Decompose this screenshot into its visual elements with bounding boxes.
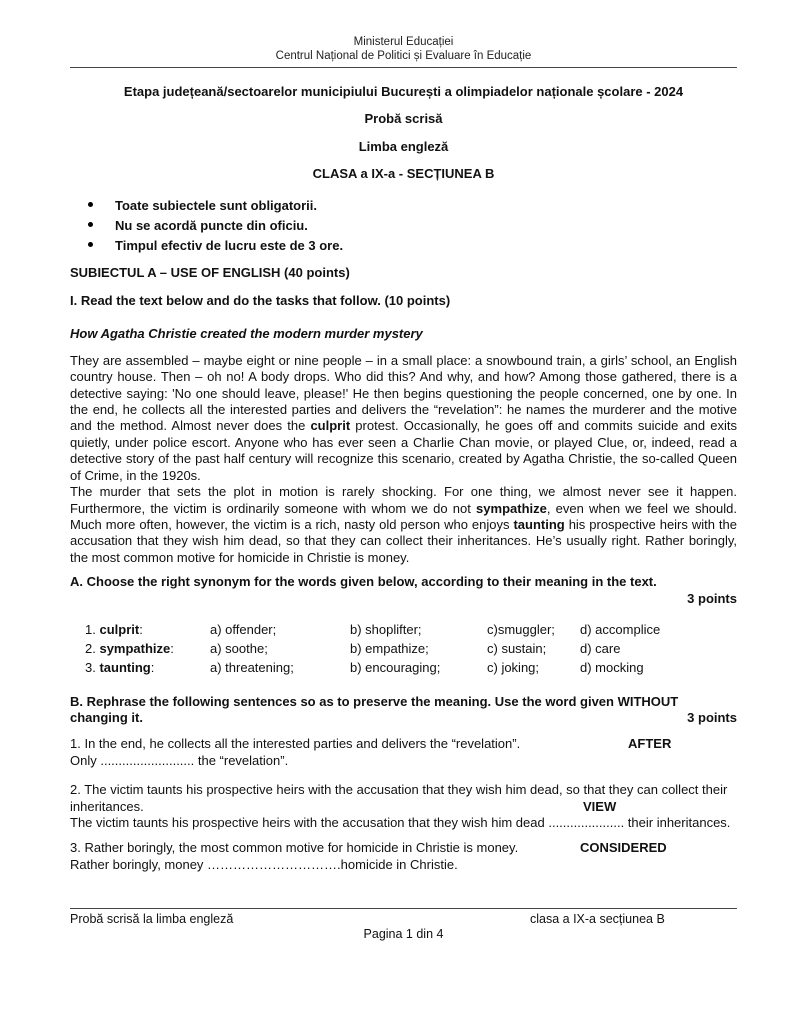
colon: : [139, 621, 143, 637]
page-footer [70, 908, 737, 942]
reading-passage [70, 353, 737, 566]
target-word: taunting [99, 660, 151, 676]
option-a: a) soothe; [210, 641, 268, 657]
footer-divider [70, 908, 737, 909]
option-a: a) threatening; [210, 660, 294, 676]
option-c: c)smuggler; [487, 621, 555, 637]
table-row [85, 639, 737, 658]
row-number: 3. [85, 660, 100, 676]
option-d: d) care [580, 641, 621, 657]
option-c: c) joking; [487, 660, 540, 676]
bullet-icon [88, 222, 93, 227]
option-d: d) mocking [580, 660, 644, 676]
colon: : [150, 660, 155, 676]
rephrase-item-2 [70, 782, 737, 831]
given-word: CONSIDERED [580, 840, 667, 856]
passage-text: his prospective heirs with the accusation that they wish him dead, so that they can collect their inheritances. He’s usually right. Rather boringly, the most common motive for homicide in Christie is money. [70, 516, 737, 565]
center-name: Centrul Național de Politici și Evaluare în Educație [275, 49, 532, 62]
bold-keyword-taunting: taunting [513, 516, 565, 532]
original-sentence: 1. In the end, he collects all the interested parties and delivers the “revelation”. [70, 736, 521, 752]
option-b: b) empathize; [350, 641, 429, 657]
synonym-word-cell [85, 620, 210, 639]
bold-keyword-sympathize: sympathize [476, 500, 547, 516]
note-text: Nu se acordă puncte din oficiu. [115, 217, 308, 233]
document-header [70, 36, 737, 63]
original-sentence: 3. Rather boringly, the most common motive for homicide in Christie is money. [70, 840, 519, 856]
footer-info-row [70, 912, 737, 927]
section-b-heading-line1: B. Rephrase the following sentences so as to preserve the meaning. Use the word given WITHOUT [70, 693, 679, 709]
footer-left-text: Probă scrisă la limba engleză [70, 912, 234, 926]
ministry-name: Ministerul Educației [353, 36, 454, 48]
rephrase-gap-line: The victim taunts his prospective heirs with the accusation that they wish him dead ..................... their inheritances. [70, 814, 731, 830]
option-b: b) shoplifter; [350, 621, 422, 637]
bullet-icon [88, 202, 93, 207]
row-number: 1. [85, 621, 100, 637]
exam-subtitle-proba: Probă scrisă [364, 111, 443, 127]
option-a: a) offender; [210, 621, 277, 637]
option-c: c) sustain; [487, 641, 547, 657]
option-d: d) accomplice [580, 621, 661, 637]
synonym-word-cell [85, 639, 210, 658]
colon: : [170, 641, 174, 657]
exam-subtitle-subject: Limba engleză [358, 138, 449, 154]
page-number: Pagina 1 din 4 [363, 927, 444, 941]
footer-right-text: clasa a IX-a secțiunea B [530, 912, 665, 926]
task-1-heading: I. Read the text below and do the tasks that follow. (10 points) [70, 293, 451, 309]
heading-continuation: changing it. [70, 709, 143, 725]
note-item [70, 216, 737, 236]
section-b-heading [70, 694, 737, 727]
exam-subtitle-class: CLASA a IX-a - SECȚIUNEA B [312, 166, 495, 182]
subject-a-heading: SUBIECTUL A – USE OF ENGLISH (40 points) [70, 264, 350, 280]
table-row [85, 658, 737, 677]
option-b: b) encouraging; [350, 660, 441, 676]
passage-text: protest. Occasionally, he goes off and commits suicide and exits quietly, under police escort. Anyone who has ever seen a Charlie Chan movie, or played Clue, or, indeed, read a detective story of the past half century will recognize this scenario, created by Agatha Christie, the so-called Queen of Crime, in the 1920s. [70, 418, 737, 483]
reading-paragraph-2 [70, 484, 737, 566]
passage-text: , even when we feel we should. Much more often, however, the victim is a rich, nasty old person who enjoys [70, 500, 737, 532]
section-a-heading: A. Choose the right synonym for the words given below, according to their meaning in the text. [70, 574, 657, 590]
target-word: culprit [99, 621, 140, 637]
rephrase-item-1 [70, 736, 737, 769]
reading-paragraph-1 [70, 353, 737, 484]
rephrase-item-3 [70, 840, 737, 873]
target-word: sympathize [99, 641, 171, 657]
section-b-points: 3 points [687, 709, 737, 725]
bold-keyword-culprit: culprit [310, 418, 351, 434]
row-number: 2. [85, 641, 100, 657]
section-b-heading-line2 [70, 710, 737, 726]
header-divider [70, 67, 737, 68]
section-a-points: 3 points [687, 590, 737, 606]
note-text: Toate subiectele sunt obligatorii. [115, 197, 318, 213]
passage-text: They are assembled – maybe eight or nine people – in a small place: a snowbound train, a girls’ school, an English country house. Then – oh no! A body drops. Who did this? And why, and how? Among those gathered, there is a detective saying: 'No one should leave, please!' He then begins questioning the people concerned, one by one. In the end, he collects all the interested parties and delivers the “revelation”: he names the murderer and the motive and the method. Almost never does the [70, 352, 737, 434]
note-item [70, 236, 737, 256]
rephrase-gap-line: Rather boringly, money ………………………….homicide in Christie. [70, 856, 458, 872]
synonym-word-cell [85, 658, 210, 677]
rephrase-gap-line: Only .......................... the “revelation”. [70, 752, 289, 768]
exam-notes [70, 196, 737, 256]
exam-title: Etapa județeană/sectoarelor municipiului București a olimpiadelor naționale școlare - 2024 [123, 84, 684, 99]
table-row [85, 620, 737, 639]
note-text: Timpul efectiv de lucru este de 3 ore. [115, 237, 344, 253]
bullet-icon [88, 242, 93, 247]
original-sentence: 2. The victim taunts his prospective heirs with the accusation that they wish him dead, so that they can collect their inheritances. [70, 782, 728, 814]
given-word: AFTER [628, 736, 672, 752]
passage-text: The murder that sets the plot in motion is rarely shocking. For one thing, we almost never see it happen. Furthermore, the victim is ordinarily someone with whom we do not [70, 484, 737, 516]
synonym-table [85, 620, 737, 678]
reading-text-title: How Agatha Christie created the modern murder mystery [70, 326, 423, 342]
note-item [70, 196, 737, 216]
given-word: VIEW [583, 798, 617, 814]
